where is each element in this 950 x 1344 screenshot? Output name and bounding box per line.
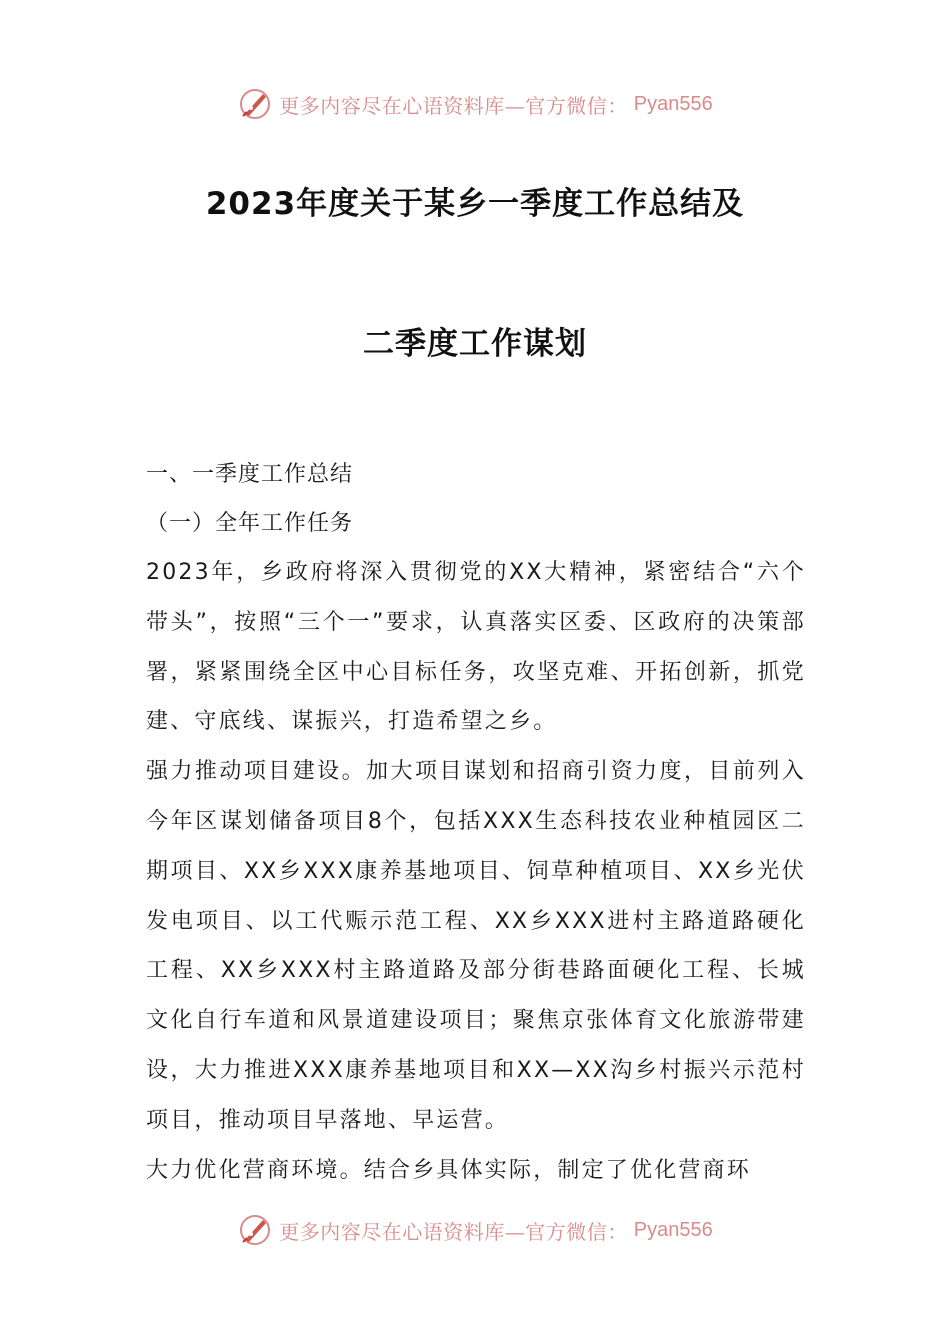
- watermark-text: 更多内容尽在心语资料库—官方微信：: [279, 93, 628, 118]
- watermark-text: 更多内容尽在心语资料库—官方微信：: [279, 1219, 628, 1244]
- paragraph-project-construction: 强力推动项目建设。加大项目谋划和招商引资力度，目前列入今年区谋划储备项目8个，包括XXX生态科技农业种植园区二期项目、XX乡XXX康养基地项目、饲草种植项目、XX乡光伏发电项目、以工代赈示范工程、XX乡XXX进村主路道路硬化工程、XX乡XXX村主路道路及部分街巷路面硬化工程、长城文化自行车道和风景道建设项目；聚焦京张体育文化旅游带建设，大力推进XXX康养基地项目和XX—XX沟乡村振兴示范村项目，推动项目早落地、早运营。: [146, 759, 806, 1133]
- watermark-banner-bottom: [0, 1210, 950, 1250]
- document-title-line-1: 2023年度关于某乡一季度工作总结及: [205, 186, 745, 222]
- subsection-heading: （一）全年工作任务: [146, 511, 354, 536]
- quill-logo-icon: [237, 86, 273, 122]
- document-title-line-2: 二季度工作谋划: [363, 326, 587, 362]
- document-body: [146, 450, 806, 1195]
- watermark-id: Pyan556: [633, 92, 713, 115]
- quill-logo-icon: [237, 1212, 273, 1248]
- paragraph-business-environment: 大力优化营商环境。结合乡具体实际，制定了优化营商环: [146, 1157, 752, 1183]
- section-heading: 一、一季度工作总结: [146, 462, 354, 487]
- paragraph-annual-tasks: 2023年，乡政府将深入贯彻党的XX大精神，紧密结合“六个带头”，按照“三个一”要求，认真落实区委、区政府的决策部署，紧紧围绕全区中心目标任务，攻坚克难、开拓创新，抓党建、守底线、谋振兴，打造希望之乡。: [146, 560, 806, 735]
- watermark-banner-top: [0, 84, 950, 124]
- watermark-id: Pyan556: [633, 1218, 713, 1241]
